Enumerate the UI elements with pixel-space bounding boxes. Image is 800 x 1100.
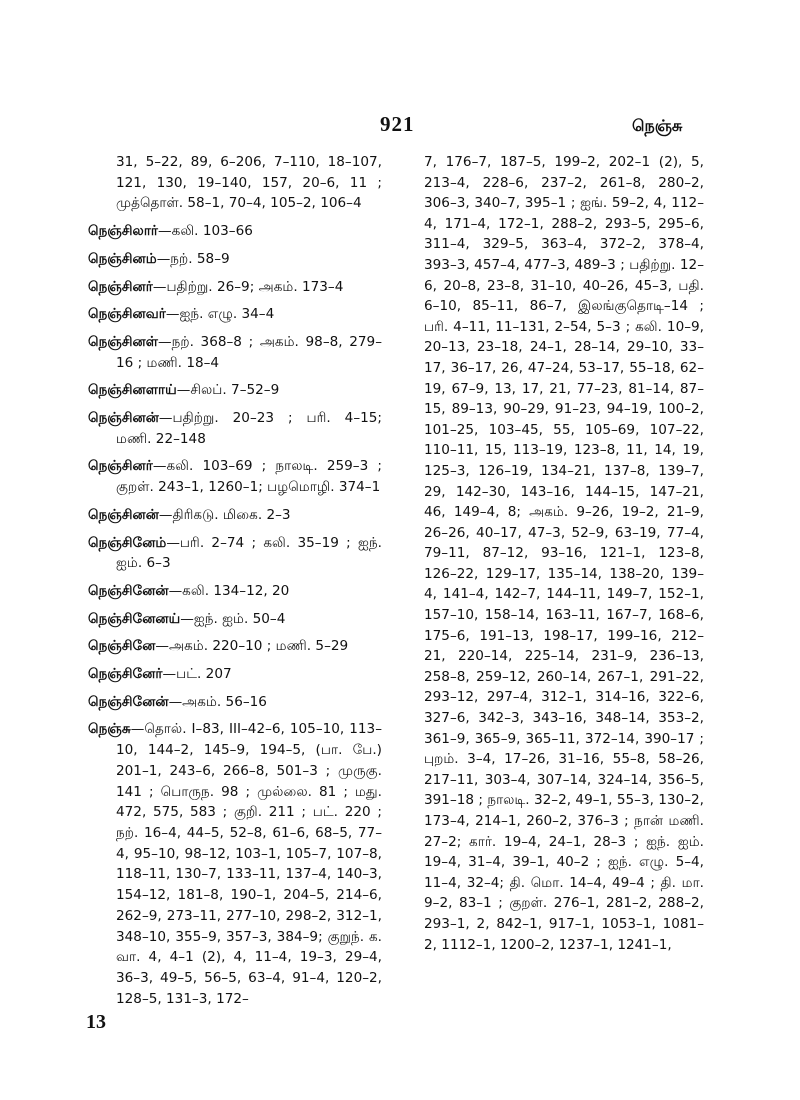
index-entry <box>88 332 382 373</box>
index-entry <box>88 505 382 526</box>
entry-headword: நெஞ்சினவர் <box>88 306 166 323</box>
entry-references: —அகம். 220–10 ; மணி. 5–29 <box>155 638 349 655</box>
running-head: நெஞ்சு <box>632 116 683 135</box>
entry-references: —தொல். I–83, III–42–6, 105–10, 113–10, 144–2, 145–9, 194–5, (பா. பே.) 201–1, 243–6, 266–8, 501–3 ; முருகு. 141 ; பொருந. 98 ; முல்லை. 81 ; மது. 472, 575, 583 ; குறி. 211 ; பட். 220 ; நற். 16–4, 44–5, 52–8, 61–6, 68–5, 77–4, 95–10, 98–12, 103–1, 105–7, 107–8, 118–11, 130–7, 133–11, 137–4, 140–3, 154–12, 181–8, 190–1, 204–5, 214–6, 262–9, 273–11, 277–10, 298–2, 312–1, 348–10, 355–9, 357–3, 384–9; குறுந். க. வா. 4, 4–1 (2), 4, 11–4, 19–3, 29–4, 36–3, 49–5, 56–5, 63–4, 91–4, 120–2, 128–5, 131–3, 172– <box>116 721 382 1007</box>
index-entry <box>88 692 382 713</box>
entry-headword: நெஞ்சினேன் <box>88 693 169 710</box>
index-entry <box>88 380 382 401</box>
right-column <box>424 152 704 955</box>
entry-headword: நெஞ்சினர் <box>88 278 153 295</box>
entry-references: —திரிகடு. மிகை. 2–3 <box>158 506 291 523</box>
index-entry <box>88 221 382 242</box>
continuation-text: 31, 5–22, 89, 6–206, 7–110, 18–107, 121, 130, 19–140, 157, 20–6, 11 ; முத்தொள். 58–1, 70–4, 105–2, 106–4 <box>116 154 382 212</box>
signature-mark: 13 <box>86 1011 106 1033</box>
entry-references: —கலி. 103–66 <box>158 223 253 240</box>
entry-references: —நற். 368–8 ; அகம். 98–8, 279–16 ; மணி. 18–4 <box>116 333 382 371</box>
entry-references: —நற். 58–9 <box>156 250 230 267</box>
entry-references: —கலி. 134–12, 20 <box>168 582 290 599</box>
entry-headword: நெஞ்சினேம் <box>88 534 167 551</box>
entry-references: —ஐந். ஐம். 50–4 <box>180 610 286 627</box>
index-entry <box>88 277 382 298</box>
entry-headword: நெஞ்சினே <box>88 638 156 655</box>
entry-headword: நெஞ்சு <box>88 721 131 738</box>
entry-references: —கலி. 103–69 ; நாலடி. 259–3 ; குறள். 243–1, 1260–1; பழமொழி. 374–1 <box>116 458 382 496</box>
index-entry <box>88 719 382 1009</box>
entry-references: —பட். 207 <box>162 666 232 683</box>
entry-references: —பரி. 2–74 ; கலி. 35–19 ; ஐந். ஐம். 6–3 <box>116 534 382 572</box>
entry-headword: நெஞ்சினர் <box>88 458 153 475</box>
index-entry <box>88 456 382 497</box>
entry-references: —அகம். 56–16 <box>168 693 267 710</box>
index-entry <box>88 533 382 574</box>
entry-references: —பதிற்று. 26–9; அகம். 173–4 <box>152 278 344 295</box>
entry-headword: நெஞ்சினள் <box>88 333 158 350</box>
index-entry <box>88 609 382 630</box>
index-entry <box>88 408 382 449</box>
page-number: 921 <box>380 112 415 136</box>
entry-headword: நெஞ்சினேன் <box>88 582 169 599</box>
index-entry <box>88 249 382 270</box>
entry-headword: நெஞ்சிலார் <box>88 223 159 240</box>
entry-headword: நெஞ்சினேர் <box>88 666 163 683</box>
entry-headword: நெஞ்சினன் <box>88 410 159 427</box>
index-entry <box>88 581 382 602</box>
entry-references: —பதிற்று. 20–23 ; பரி. 4–15; மணி. 22–148 <box>116 410 382 447</box>
entry-headword: நெஞ்சினளாய் <box>88 382 177 399</box>
entry-list <box>88 221 382 1009</box>
index-entry <box>88 636 382 657</box>
entry-headword: நெஞ்சினேனய் <box>88 610 181 627</box>
left-column <box>88 152 382 1009</box>
entry-headword: நெஞ்சினம் <box>88 250 157 267</box>
index-entry <box>88 664 382 685</box>
entry-references: —சிலப். 7–52–9 <box>176 382 280 399</box>
entry-references: —ஐந். எழு. 34–4 <box>165 306 275 323</box>
entry-headword: நெஞ்சினன் <box>88 506 159 523</box>
index-entry <box>88 304 382 325</box>
continuation-text: 7, 176–7, 187–5, 199–2, 202–1 (2), 5, 213–4, 228–6, 237–2, 261–8, 280–2, 306–3, 340–7, 395–1 ; ஐங். 59–2, 4, 112–4, 171–4, 172–1, 288–2, 293–5, 295–6, 311–4, 329–5, 363–4, 372–2, 378–4, 393–3, 457–4, 477–3, 489–3 ; பதிற்று. 12–6, 20–8, 23–8, 31–10, 40–26, 45–3, பதி. 6–10, 85–11, 86–7, இலங்குதொடி–14 ; பரி. 4–11, 11–131, 2–54, 5–3 ; கலி. 10–9, 20–13, 23–18, 24–1, 28–14, 29–10, 33–17, 36–17, 26, 47–24, 53–17, 55–18, 62–19, 67–9, 13, 17, 21, 77–23, 81–14, 87–15, 89–13, 90–29, 91–23, 94–19, 100–2, 101–25, 103–45, 55, 105–69, 107–22, 110–11, 15, 113–19, 123–8, 11, 14, 19, 125–3, 126–19, 134–21, 137–8, 139–7, 29, 142–30, 143–16, 144–15, 147–21, 46, 149–4, 8; அகம். 9–26, 19–2, 21–9, 26–26, 40–17, 47–3, 52–9, 63–19, 77–4, 79–11, 87–12, 93–16, 121–1, 123–8, 126–22, 129–17, 135–14, 138–20, 139–4, 141–4, 142–7, 144–11, 149–7, 152–1, 157–10, 158–14, 163–11, 167–7, 168–6, 175–6, 191–13, 198–17, 199–16, 212–21, 220–14, 225–14, 231–9, 236–13, 258–8, 259–12, 260–14, 267–1, 291–22, 293–12, 297–4, 312–1, 314–16, 322–6, 327–6, 342–3, 343–16, 348–14, 353–2, 361–9, 365–9, 365–11, 372–14, 390–17 ; புறம். 3–4, 17–26, 31–16, 55–8, 58–26, 217–11, 303–4, 307–14, 324–14, 356–5, 391–18 ; நாலடி. 32–2, 49–1, 55–3, 130–2, 173–4, 214–1, 260–2, 376–3 ; நான் மணி. 27–2; கார். 19–4, 24–1, 28–3 ; ஐந். ஐம். 19–4, 31–4, 39–1, 40–2 ; ஐந். எழு. 5–4, 11–4, 32–4; தி. மொ. 14–4, 49–4 ; தி. மா. 9–2, 83–1 ; குறள். 276–1, 281–2, 288–2, 293–1, 2, 842–1, 917–1, 1053–1, 1081–2, 1112–1, 1200–2, 1237–1, 1241–1, <box>424 154 704 953</box>
